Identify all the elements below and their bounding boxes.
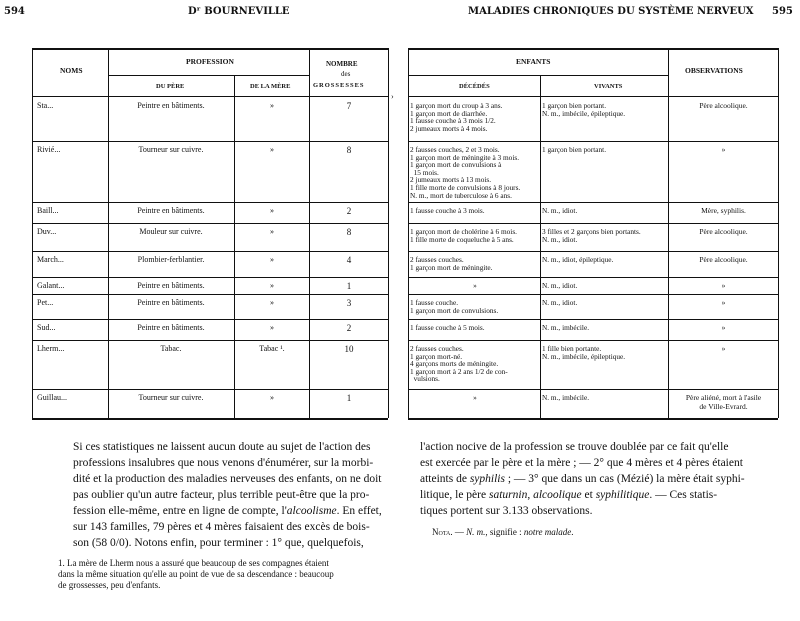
row-mere: » <box>270 255 274 264</box>
row-pere: Tourneur sur cuivre. <box>138 393 204 402</box>
row-pere: Peintre en bâtiments. <box>137 206 205 215</box>
row-nombre: 10 <box>344 344 354 354</box>
row-nombre: 3 <box>346 298 352 308</box>
row-nom: March... <box>37 255 64 264</box>
header-vivants: VIVANTS <box>594 83 623 90</box>
row-nombre: 2 <box>346 323 352 333</box>
header-observations: OBSERVATIONS <box>685 66 743 75</box>
row-decedes: 2 fausses couches. 1 garçon mort-né. 4 garçons morts de méningite. 1 garçon mort à 2 ans 1/2 de con- vulsions. <box>410 344 508 384</box>
header-grossesses: GROSSESSES <box>313 82 365 89</box>
row-nom: Guillau... <box>37 393 67 402</box>
header-de-la-mere: DE LA MÈRE <box>250 83 291 90</box>
header-des: des <box>341 70 351 78</box>
row-mere: » <box>270 145 274 154</box>
row-decedes: 2 fausses couches. 1 garçon mort de méningite. <box>410 255 493 272</box>
row-nom: Lherm... <box>37 344 65 353</box>
row-vivants: N. m., idiot, épileptique. <box>542 255 614 264</box>
row-pere: Peintre en bâtiments. <box>137 281 205 290</box>
row-mere: » <box>270 206 274 215</box>
row-vivants: 1 fille bien portante. N. m., imbécile, épileptique. <box>542 344 626 361</box>
header-profession: PROFESSION <box>186 57 234 66</box>
row-mere: Tabac ¹. <box>259 344 285 353</box>
row-mere: » <box>270 281 274 290</box>
row-observations: » <box>721 344 726 353</box>
row-pere: Tabac. <box>160 344 182 353</box>
row-decedes: » <box>473 393 477 402</box>
header-nombre: NOMBRE <box>326 60 358 68</box>
left-paragraph: Si ces statistiques ne laissent aucun doute au sujet de l'action des professions insalubres que nous venons d'énumérer, sur la morbi- dité et la production des maladies nerveuses des enfants, on ne doit pas oublier qu'un autre facteur, plus terrible peut-être que la pro- fession elle-même, entre en ligne de compte, l'alcoolisme. En effet, sur 143 familles, 79 pères et 4 mères faisaient des excès de bois- son (58 0/0). Notons enfin, pour terminer : 1° que, quelquefois, <box>73 441 382 549</box>
header-du-pere: DU PÈRE <box>156 83 185 90</box>
row-decedes: 2 fausses couches, 2 et 3 mois. 1 garçon mort de méningite à 3 mois. 1 garçon mort de convulsions à 15 mois. 2 jumeaux morts à 13 mois. 1 fille morte de convulsions à 8 jours. N. m., mort de tuberculose à 6 ans. <box>410 145 521 200</box>
row-vivants: N. m., idiot. <box>542 281 578 290</box>
right-paragraph: l'action nocive de la profession se trouve doublée par ce fait qu'elle est exercée par le père et la mère ; — 2° que 4 mères et 4 pères étaient atteints de syphilis ; — 3° que dans un cas (Mézié) la mère était syphi- litique, le père saturnin, alcoolique et syphilitique. — Ces statis- tiques portent sur 3.133 observations. <box>420 441 745 517</box>
row-vivants: N. m., imbécile. <box>542 323 590 332</box>
row-observations: » <box>721 298 726 307</box>
row-vivants: N. m., imbécile. <box>542 393 590 402</box>
row-observations: » <box>721 145 726 154</box>
row-mere: » <box>270 323 274 332</box>
header-noms: NOMS <box>60 66 83 75</box>
row-nombre: 8 <box>346 227 352 237</box>
row-observations: Père alcoolique. <box>699 227 748 236</box>
footnote: 1. La mère de Lherm nous a assuré que beaucoup de ses compagnes étaient dans la même situation qu'elle au point de vue de sa descendance : beaucoup de grossesses, peu d'enfants. <box>58 558 334 590</box>
row-nombre: 2 <box>346 206 352 216</box>
row-mere: » <box>270 101 274 110</box>
row-observations: » <box>721 281 726 290</box>
row-mere: » <box>270 298 274 307</box>
row-nom: Baill... <box>37 206 59 215</box>
row-nom: Sta... <box>37 101 54 110</box>
row-vivants: 1 garçon bien portant. <box>542 145 607 154</box>
row-pere: Mouleur sur cuivre. <box>139 227 203 236</box>
row-nombre: 1 <box>346 393 352 403</box>
header-decedes: DÉCÉDÉS <box>459 83 490 90</box>
row-observations: Père alcoolique. <box>699 255 748 264</box>
row-decedes: 1 fausse couche à 3 mois. <box>410 206 485 215</box>
row-vivants: 3 filles et 2 garçons bien portants. N. m., idiot. <box>542 227 641 244</box>
row-pere: Peintre en bâtiments. <box>137 323 205 332</box>
row-vivants: N. m., idiot. <box>542 298 578 307</box>
row-nombre: 8 <box>346 145 352 155</box>
row-observations: Père alcoolique. <box>699 101 748 110</box>
header-enfants: ENFANTS <box>516 57 551 66</box>
row-mere: » <box>270 393 274 402</box>
row-nom: Galant... <box>37 281 65 290</box>
row-vivants: N. m., idiot. <box>542 206 578 215</box>
row-nombre: 7 <box>346 101 352 111</box>
row-mere: » <box>270 227 274 236</box>
row-observations: » <box>721 323 726 332</box>
row-observations: Père aliéné, mort à l'asile de Ville-Evrard. <box>685 393 762 411</box>
gutter-mark: › <box>391 92 394 101</box>
row-decedes: » <box>473 281 477 290</box>
row-nom: Duv... <box>37 227 57 236</box>
row-nom: Sud... <box>37 323 56 332</box>
author-header: Dʳ BOURNEVILLE <box>188 6 290 17</box>
row-pere: Tourneur sur cuivre. <box>138 145 204 154</box>
running-title: MALADIES CHRONIQUES DU SYSTÈME NERVEUX <box>468 6 754 17</box>
row-decedes: 1 fausse couche. 1 garçon mort de convulsions. <box>410 298 499 315</box>
row-observations: Mère, syphilis. <box>701 206 746 215</box>
row-pere: Peintre en bâtiments. <box>137 101 205 110</box>
row-nombre: 1 <box>346 281 352 291</box>
row-pere: Peintre en bâtiments. <box>137 298 205 307</box>
row-vivants: 1 garçon bien portant. N. m., imbécile, épileptique. <box>542 101 626 118</box>
page-number-right: 595 <box>772 6 793 17</box>
row-pere: Plombier-ferblantier. <box>137 255 205 264</box>
page-number-left: 594 <box>4 6 25 17</box>
row-decedes: 1 garçon mort de cholérine à 6 mois. 1 fille morte de coqueluche à 5 ans. <box>410 227 517 244</box>
nota-line: Nota. — N. m., signifie : notre malade. <box>432 527 574 537</box>
row-nombre: 4 <box>346 255 352 265</box>
row-nom: Rivié... <box>37 145 61 154</box>
row-decedes: 1 garçon mort du croup à 3 ans. 1 garçon mort de diarrhée. 1 fausse couche à 3 mois 1/2. 2 jumeaux morts à 4 mois. <box>410 101 503 133</box>
row-nom: Pet... <box>37 298 54 307</box>
row-decedes: 1 fausse couche à 5 mois. <box>410 323 485 332</box>
